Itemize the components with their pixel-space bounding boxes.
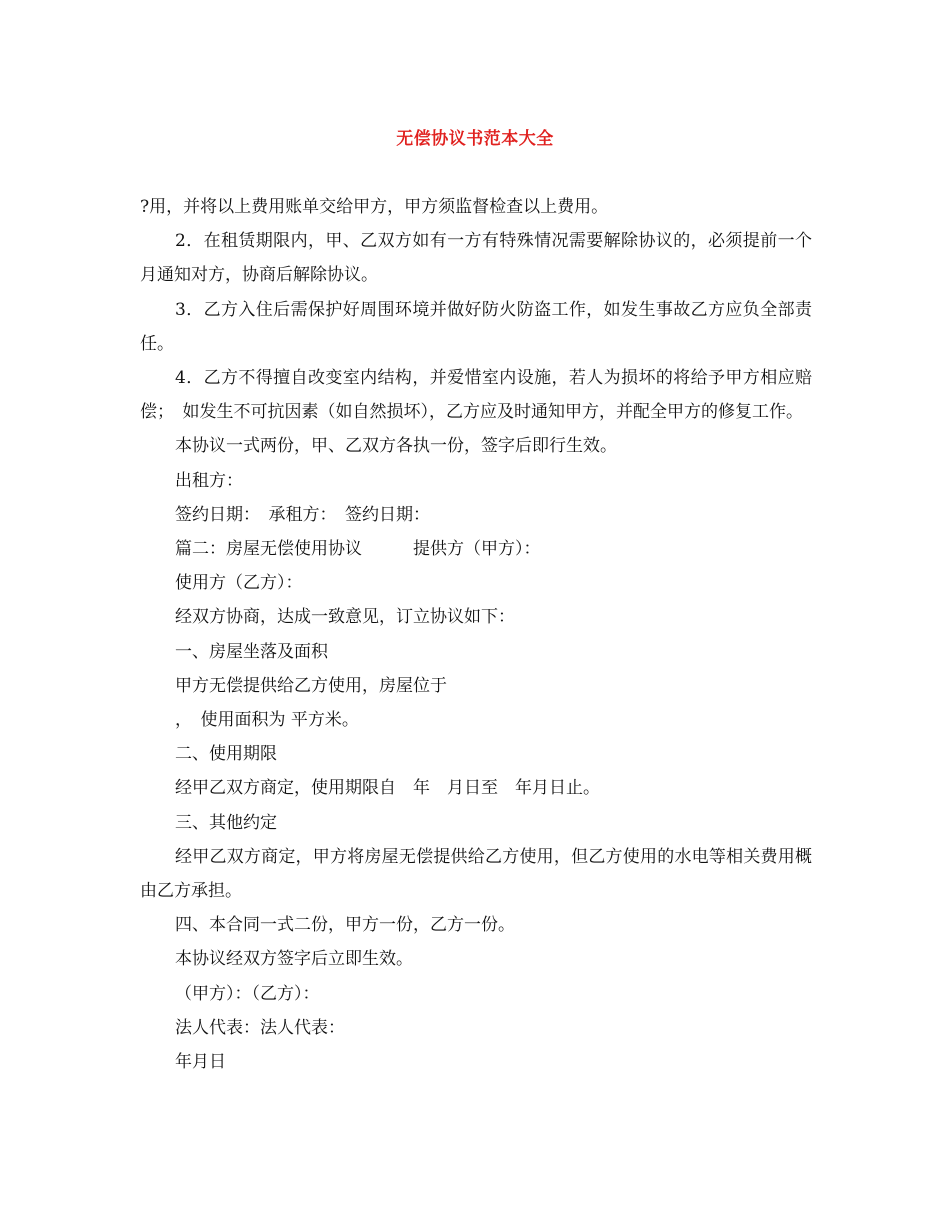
agreement-intro: 经双方协商，达成一致意见，订立协议如下： bbox=[175, 607, 515, 628]
paragraph-clause-2: 2．在租赁期限内，甲、乙双方如有一方有特殊情况需要解除协议的，必须提前一个月通知对方，协商后解除协议。 bbox=[140, 231, 812, 286]
area-text: ， 使用面积为 平方米。 bbox=[175, 710, 359, 731]
user-party-label: 使用方（乙方）： bbox=[175, 573, 303, 594]
document-title: 无偿协议书范本大全 bbox=[396, 129, 554, 149]
other-terms-text: 经甲乙双方商定，甲方将房屋无偿提供给乙方使用，但乙方使用的水电等相关费用概由乙方承担。 bbox=[140, 846, 812, 902]
date-line: 年月日 bbox=[175, 1052, 226, 1073]
usage-period-text: 经甲乙双方商定，使用期限自 年 月日至 年月日止。 bbox=[175, 778, 600, 799]
copies-clause: 四、本合同一式二份，甲方一份，乙方一份。 bbox=[175, 915, 515, 936]
party-signature-line: （甲方）：（乙方）： bbox=[175, 983, 320, 1004]
paragraph-clause-3: 3．乙方入住后需保护好周围环境并做好防火防盗工作，如发生事故乙方应负全部责任。 bbox=[140, 299, 812, 354]
document-body bbox=[140, 190, 812, 1079]
signing-date-line: 签约日期： 承租方： 签约日期： bbox=[175, 504, 430, 525]
section-two-heading: 篇二：房屋无偿使用协议 提供方（甲方）： bbox=[175, 539, 541, 560]
lessor-label: 出租方： bbox=[175, 470, 243, 491]
effective-clause: 本协议经双方签字后立即生效。 bbox=[175, 949, 413, 970]
paragraph-continuation: ?用，并将以上费用账单交给甲方，甲方须监督检查以上费用。 bbox=[140, 197, 609, 217]
location-text: 甲方无偿提供给乙方使用，房屋位于 bbox=[175, 675, 447, 696]
paragraph-effective: 本协议一式两份，甲、乙双方各执一份，签字后即行生效。 bbox=[175, 436, 617, 457]
heading-location-area: 一、房屋坐落及面积 bbox=[175, 641, 328, 662]
heading-usage-period: 二、使用期限 bbox=[175, 744, 277, 765]
paragraph-clause-4: 4．乙方不得擅自改变室内结构，并爱惜室内设施，若人为损坏的将给予甲方相应赔偿； 如发生不可抗因素（如自然损坏），乙方应及时通知甲方，并配全甲方的修复工作。 bbox=[140, 368, 812, 423]
legal-rep-line: 法人代表：法人代表： bbox=[175, 1017, 345, 1038]
heading-other-terms: 三、其他约定 bbox=[175, 812, 277, 833]
